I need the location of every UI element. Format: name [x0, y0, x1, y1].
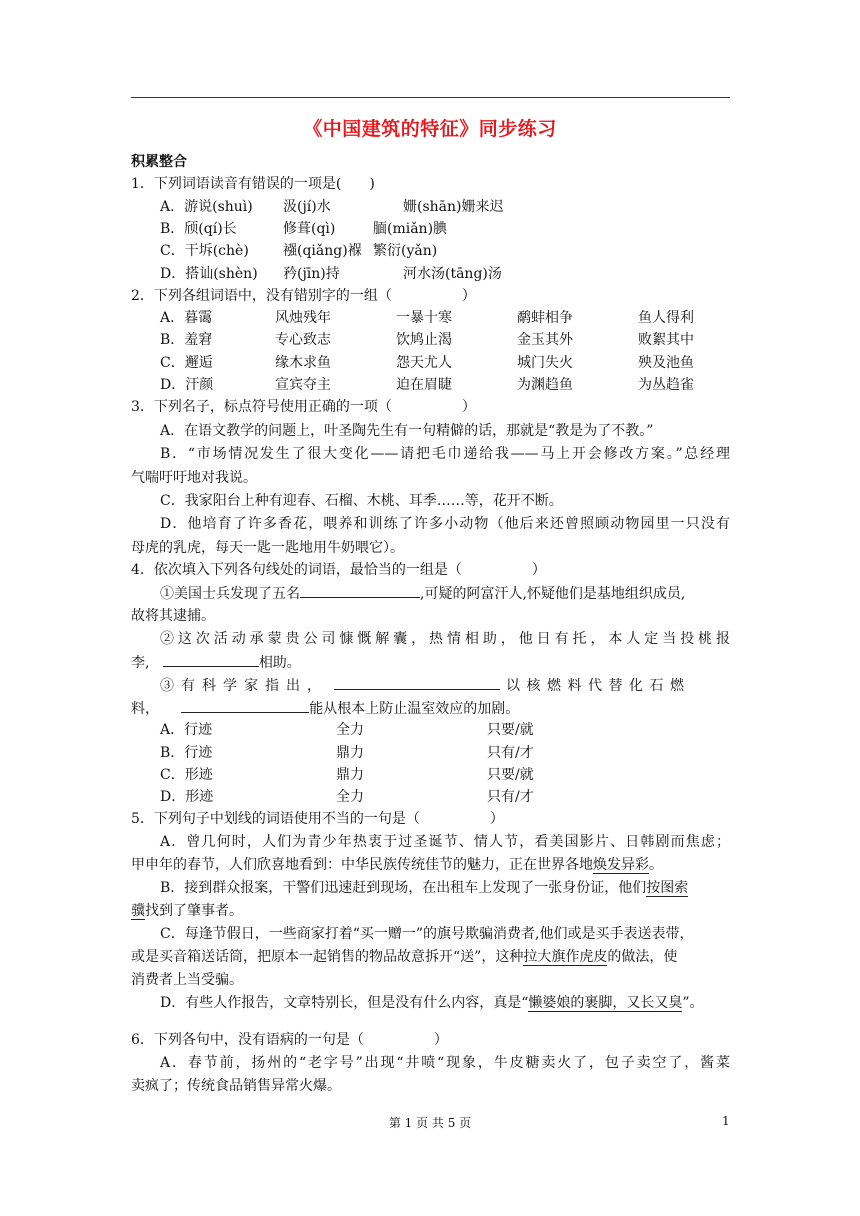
q2-option-b-3: 饮鸠止渴	[396, 332, 452, 348]
q1-option-d-1: D．搭讪(shèn)	[160, 266, 258, 282]
q5-c-end: 的做法，使	[607, 949, 678, 965]
q5-a-underlined: 焕发异彩	[593, 857, 649, 873]
q1-stem: 1．下列词语读音有错误的一项是( )	[131, 176, 375, 192]
q5-d-end: ”。	[682, 995, 704, 1011]
q2-option-c-3: 怨天尤人	[396, 355, 452, 371]
q3-option-c: C．我家阳台上种有迎春、石榴、木桃、耳季……等，花开不断。	[160, 493, 563, 509]
q2-option-d-3: 迫在眉睫	[396, 377, 452, 393]
q5-option-c-line2	[131, 946, 677, 968]
q1-option-c-3: 繁衍(yǎn)	[373, 243, 438, 259]
q4-blank-3	[334, 674, 500, 690]
q4-option-c-3: 只要/就	[487, 767, 534, 783]
q2-option-b-4: 金玉其外	[517, 332, 573, 348]
q4-s3-part2: 以核燃料代替化石燃	[506, 678, 691, 694]
q4-option-d-3: 只有/才	[487, 789, 534, 805]
q2-option-d-5: 为丛趋雀	[638, 377, 694, 393]
q5-b-underlined-1: 按图索	[646, 880, 689, 896]
q2-option-d-4: 为渊趋鱼	[517, 377, 573, 393]
q5-option-b-line2	[131, 900, 243, 922]
q2-option-c-5: 殃及池鱼	[638, 355, 694, 371]
q4-s3-part4: 能从根本上防止温室效应的加剧。	[309, 701, 520, 717]
q1-option-b-2: 修葺(qì)	[283, 221, 336, 237]
q3-option-b-line2: 气喘吁吁地对我说。	[131, 470, 257, 486]
q5-d-text: D．有些人作报告，文章特别长，但是没有什么内容，真是“	[160, 995, 529, 1011]
q4-option-a-2: 全力	[336, 722, 364, 738]
q2-option-c-1: C．邂逅	[160, 355, 213, 371]
q4-blank-1	[300, 582, 420, 598]
q4-option-b-2: 鼎力	[336, 745, 364, 761]
q4-s2-part1: 李,	[131, 655, 150, 671]
q2-option-a-3: 一暴十寒	[396, 310, 452, 326]
q4-s2-part2: 相助。	[258, 655, 301, 671]
q5-stem: 5．下列句子中划线的词语使用不当的一句是（ ）	[131, 811, 504, 827]
q3-option-d-line2: 母虎的乳虎，每天一匙一匙地用牛奶喂它）。	[131, 540, 404, 556]
q4-s1-part1: ①美国士兵发现了五名	[160, 586, 300, 602]
q2-option-d-1: D．汗颜	[160, 377, 214, 393]
q4-sentence3-line1	[160, 674, 730, 697]
q5-b-underlined-2: 骥	[131, 903, 145, 919]
page-number: 1	[722, 1114, 730, 1128]
q1-option-c-1: C．干坼(chè)	[160, 243, 249, 259]
q5-c-text: 或是买音箱送话筒，把原本一起销售的物品故意拆开“送”，这种	[131, 949, 524, 965]
q4-option-a-1: A．行迹	[160, 722, 213, 738]
q6-option-a-line1: A．春节前，扬州的“老字号”出现“井喷“现象，牛皮糖卖火了，包子卖空了，酱菜	[160, 1055, 730, 1071]
q1-option-a-1: A．游说(shuì)	[160, 199, 253, 215]
q1-option-b-1: B．颀(qí)长	[160, 221, 237, 237]
q1-option-a-2: 汲(jí)水	[283, 199, 331, 215]
q4-sentence3-line2	[131, 697, 519, 720]
q4-sentence2-line1: ②这次活动承蒙贵公司慷慨解囊，热情相助，他日有托，本人定当投桃报	[160, 631, 730, 647]
q4-s3-part3: 料，	[131, 701, 159, 717]
q4-s1-part2: ,可疑的阿富汗人,怀疑他们是基地组织成员,	[420, 586, 686, 602]
q2-option-a-5: 鱼人得利	[638, 310, 694, 326]
q5-d-underlined: 懒婆娘的裹脚，又长又臭	[528, 995, 683, 1011]
q3-option-b-line1: B．“市场情况发生了很大变化——请把毛巾递给我——马上开会修改方案。”总经理	[160, 446, 730, 462]
page-title: 《中国建筑的特征》同步练习	[303, 118, 557, 140]
q4-blank-2	[163, 651, 259, 667]
section-heading: 积累整合	[131, 154, 187, 170]
q2-option-c-2: 缘木求鱼	[275, 355, 331, 371]
q1-option-b-3: 腼(miǎn)腆	[373, 221, 448, 237]
q4-sentence1-line1	[160, 582, 685, 605]
q6-option-a-line2: 卖疯了；传统食品销售异常火爆。	[131, 1078, 341, 1094]
q5-c-underlined: 拉大旗作虎皮	[523, 949, 608, 965]
q2-option-a-1: A．暮霭	[160, 310, 213, 326]
q1-option-c-2: 襁(qiǎng)褓	[283, 243, 362, 259]
q4-option-b-3: 只有/才	[487, 745, 534, 761]
q4-option-c-2: 鼎力	[336, 767, 364, 783]
q4-option-d-1: D．形迹	[160, 789, 214, 805]
q4-s3-part1: ③有科学家指出，	[160, 678, 328, 694]
q1-option-a-3: 姗(shān)姗来迟	[403, 199, 504, 215]
q2-option-c-4: 城门失火	[517, 355, 573, 371]
page-footer: 第 1 页 共 5 页	[388, 1116, 472, 1130]
q4-blank-4	[181, 697, 309, 713]
q3-stem: 3．下列名子，标点符号使用正确的一项（ ）	[131, 399, 476, 415]
q5-b-text: B．接到群众报案，干警们迅速赶到现场，在出租车上发现了一张身份证，他们	[160, 880, 647, 896]
q5-option-a-line2	[131, 854, 663, 876]
q4-option-d-2: 全力	[336, 789, 364, 805]
q3-option-a: A．在语文教学的问题上，叶圣陶先生有一句精僻的话，那就是“教是为了不教。”	[160, 423, 654, 439]
q5-a-end: 。	[649, 857, 663, 873]
q5-option-b-line1	[160, 877, 688, 899]
q4-stem: 4．依次填入下列各句线处的词语，最恰当的一组是（ ）	[131, 562, 546, 578]
q6-stem: 6．下列各句中，没有语病的一句是（ ）	[131, 1032, 448, 1048]
q4-option-c-1: C．形迹	[160, 767, 213, 783]
q5-a-text: 甲申年的春节，人们欣喜地看到：中华民族传统佳节的魅力，正在世界各地	[131, 857, 593, 873]
q4-sentence2-line2	[131, 651, 301, 674]
q5-b-end: 找到了肇事者。	[145, 903, 243, 919]
q5-option-a-line1: A．曾几何时，人们为青少年热衷于过圣诞节、情人节，看美国影片、日韩剧而焦虑；	[160, 834, 730, 850]
q2-stem: 2．下列各组词语中，没有错别字的一组（ ）	[131, 288, 476, 304]
q5-option-c-line1: C．每逢节假日，一些商家打着“买一赠一”的旗号欺骗消费者,他们或是买手表送表带，	[160, 926, 694, 942]
q2-option-a-2: 风烛残年	[275, 310, 331, 326]
q2-option-b-2: 专心致志	[275, 332, 331, 348]
q2-option-b-5: 败絮其中	[638, 332, 694, 348]
q5-option-c-line3: 消费者上当受骗。	[131, 972, 243, 988]
q4-option-b-1: B．行迹	[160, 745, 213, 761]
q5-option-d	[160, 992, 704, 1014]
q1-option-d-3: 河水汤(tāng)汤	[403, 266, 502, 282]
q1-option-d-2: 矜(jīn)持	[283, 266, 340, 282]
header-rule	[131, 97, 730, 98]
q2-option-b-1: B．羞窘	[160, 332, 213, 348]
q4-option-a-3: 只要/就	[487, 722, 534, 738]
q3-option-d-line1: D．他培育了许多香花，喂养和训练了许多小动物（他后来还曾照顾动物园里一只没有	[160, 516, 730, 532]
q2-option-a-4: 鹬蚌相争	[517, 310, 573, 326]
q4-sentence1-line2: 故将其逮捕。	[131, 608, 215, 624]
q2-option-d-2: 宣宾夺主	[275, 377, 331, 393]
